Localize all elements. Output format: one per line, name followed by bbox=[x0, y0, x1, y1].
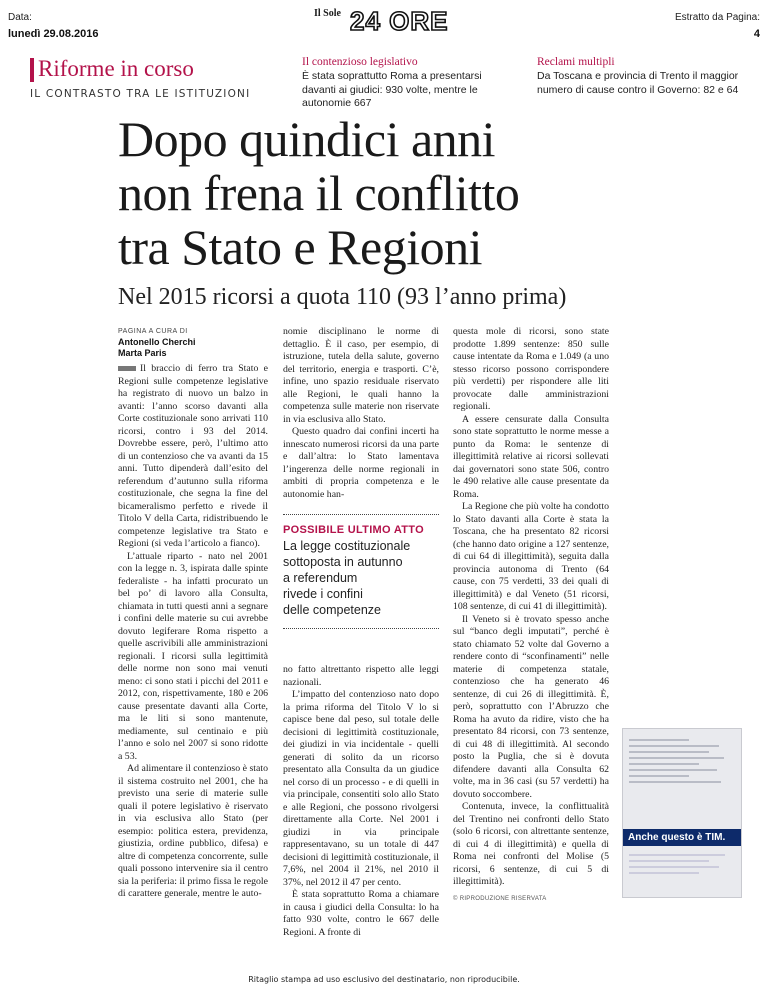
col3-paragraph-3: La Regione che più volte ha condotto lo Stato davanti alla Corte è stata la Toscana, che ha presentato 82 ricorsi (che hanno dato origine a 127 sentenze, di cui 64 di illegittimità), seguita dalla provincia autonoma di Trento (64 cause, con 75 verdetti, 33 dei quali di illegittimità) e dal Veneto (51 ricorsi, 108 sentenze, di cui 41 di illegittimità). bbox=[453, 501, 609, 612]
ad-fine-print bbox=[623, 846, 741, 874]
col2-paragraph-1: nomie disciplinano le norme di dettaglio. È il caso, per esempio, di istruzione, tutela della salute, governo del territorio, energia e trasporti. C’è, infine, uno spazio residuale riservato alle Regioni, le quali hanno la competenza sulle materie non riservate in via esclusiva allo Stato. bbox=[283, 326, 439, 425]
logo-small-text: Il Sole bbox=[314, 8, 341, 19]
logo-big-text: 24 ORE bbox=[350, 6, 449, 36]
byline-label: PAGINA A CURA DI bbox=[118, 328, 188, 335]
pullquote-line-1: La legge costituzionale bbox=[283, 539, 411, 553]
byline bbox=[118, 328, 268, 359]
newspaper-logo bbox=[298, 2, 468, 38]
col2-paragraph-2: Questo quadro dai confini incerti ha innescato numerosi ricorsi da una parte e dall’altra: lo Stato lamentava l’ingerenza delle norme regionali in ambiti di propria competenza e le autonomie han- bbox=[283, 426, 439, 500]
col2-paragraph-4: L’impatto del contenzioso nato dopo la prima riforma del Titolo V lo si capisce bene dal peso, sul totale delle decisioni di legittimità costituzionale, dei giudizi in via incidentale - quelli generati di solito da un ricorso presentato alla Consulta da un giudice nel corso di un processo - e di quelli in via principale, consentiti solo allo Stato e alle Regioni, che possono rivolgersi direttamente alla Corte. Nel 2001 i giudizi in via principale rappresentavano, su un totale di 447 decisioni di legittimità costituzionale, il 7,6%, nel 2004 il 21%, nel 2010 il 37%, nel 2012 il 47 per cento. bbox=[283, 689, 439, 888]
headline-line-2: non frena il conflitto bbox=[118, 165, 520, 221]
footer-note: Ritaglio stampa ad uso esclusivo del destinatario, non riproducibile. bbox=[248, 975, 520, 984]
box-reclami-text: Da Toscana e provincia di Trento il maggior numero di cause contro il Governo: 82 e 64 bbox=[537, 70, 739, 96]
byline-author-1: Antonello Cherchi bbox=[118, 337, 196, 347]
pullquote-bottom-rule bbox=[283, 628, 439, 629]
col1-paragraph-1: Il braccio di ferro tra Stato e Regioni sulle competenze legislative ha registrato di nuovo un balzo in avanti: l’anno scorso davanti alla Corte costituzionale sono arrivati 110 ricorsi, contro i 93 del 2014. Dovrebbe essere, però, l’ultimo atto di un contenzioso che va avanti da 15 anni. Tutto dipenderà dall’esito del referendum d’autunno sulla riforma costituzionale, che segna la fine del bicameralismo perfetto e rivede il Titolo V della Carta, ridistribuendo le competenze legislative tra Stato e Regioni (si veda l’articolo a fianco). bbox=[118, 363, 268, 549]
box-contenzioso-legislativo bbox=[302, 56, 517, 111]
col2-paragraph-5: È stata soprattutto Roma a chiamare in causa i giudici della Consulta: lo ha fatto 930 volte, contro le 667 delle Regioni. A fronte di bbox=[283, 889, 439, 938]
pullquote-top-rule bbox=[283, 514, 439, 515]
pullquote-line-4: rivede i confini bbox=[283, 587, 363, 601]
rubric-accent-bar bbox=[30, 58, 34, 82]
article-subhead: Nel 2015 ricorsi a quota 110 (93 l’anno prima) bbox=[118, 284, 567, 310]
pull-quote bbox=[283, 514, 439, 629]
section-rubric bbox=[30, 56, 260, 106]
pullquote-line-5: delle competenze bbox=[283, 603, 381, 617]
headline-line-3: tra Stato e Regioni bbox=[118, 219, 483, 275]
ad-document-graphic bbox=[623, 729, 741, 829]
col3-paragraph-1: questa mole di ricorsi, sono state prodotte 1.899 sentenze: 850 sulle cause intentate da Roma e 1.049 (a uno stesso ricorso possono corrispondere più verdetti) per rispondere alle liti provocate dalle amministrazioni regionali. bbox=[453, 326, 609, 412]
pullquote-line-2: sottoposta in autunno bbox=[283, 555, 403, 569]
col1-paragraph-3: Ad alimentare il contenzioso è stato il sistema costruito nel 2001, che ha previsto una serie di materie sulle quali il potere legislativo è riservato in via esclusiva allo Stato (per esempio: politica estera, previdenza, giustizia, ordine pubblico, difesa) e altre di competenza concorrente, sulle quali possono intervenire sia il centro sia la periferia: il primo fissa le regole di carattere generale, mentre le auto- bbox=[118, 763, 268, 899]
page-value: 4 bbox=[753, 28, 760, 40]
article-column-3 bbox=[453, 326, 609, 905]
col3-paragraph-4: Il Veneto si è trovato spesso anche sul “banco degli imputati”, perché è stato chiamato 52 volte dal Governo a rendere conto di “sconfinamenti” nelle materie di competenza statale, contenzioso che ha generato 46 sentenze, di cui 26 di illegittimità. È, però, soprattutto con l’Abruzzo che Roma ha avuto da ridire, visto che ha presentato 84 ricorsi, con 73 sentenze, di cui 48 di illegittimità. Al secondo posto la Puglia, che si è dovuta difendere davanti alla Consulta 62 volte, ma in 36 casi (su 57 verdetti) ha dovuto soccombere. bbox=[453, 613, 609, 800]
box-legislativo-title: Il contenzioso legislativo bbox=[302, 56, 418, 68]
col3-paragraph-2: A essere censurate dalla Consulta sono state soprattutto le norme messe a punto da Roma: le sentenze di illegittimità relative ai ricorsi sollevati dai governatori sono state 506, contro le 490 relative alle cause presentate da Roma. bbox=[453, 413, 609, 500]
rubric-title: Riforme in corso bbox=[38, 56, 194, 81]
box-reclami-title: Reclami multipli bbox=[537, 56, 615, 68]
advertisement bbox=[622, 728, 742, 898]
pullquote-kicker: POSSIBILE ULTIMO ATTO bbox=[283, 524, 424, 536]
date-value: lunedì 29.08.2016 bbox=[8, 28, 99, 40]
copyright-note: © RIPRODUZIONE RISERVATA bbox=[453, 895, 547, 902]
box-legislativo-text: È stata soprattutto Roma a presentarsi davanti ai giudici: 930 volte, mentre le autonomie 667 bbox=[302, 70, 482, 109]
page-label: Estratto da Pagina: bbox=[674, 12, 760, 23]
rubric-subtitle: IL CONTRASTO TRA LE ISTITUZIONI bbox=[30, 88, 251, 100]
box-reclami-multipli bbox=[537, 56, 759, 97]
lead-marker bbox=[118, 366, 136, 371]
pullquote-line-3: a referendum bbox=[283, 571, 358, 585]
headline-line-1: Dopo quindici anni bbox=[118, 111, 496, 167]
article-headline bbox=[118, 112, 678, 274]
col3-paragraph-5: Contenuta, invece, la conflittualità del Trentino nei confronti dello Stato (solo 6 ricorsi, con altrettante sentenze, di cui 4 di illegittimità) e quella di Roma nei confronti del Molise (5 ricorsi, 6 sentenze, di cui 5 di illegittimità). bbox=[453, 801, 609, 887]
article-column-1 bbox=[118, 363, 268, 901]
date-label: Data: bbox=[8, 12, 32, 23]
ad-band-text: Anche questo è TIM. bbox=[623, 829, 741, 846]
col1-paragraph-2: L’attuale riparto - nato nel 2001 con la legge n. 3, ispirata dalle spinte federaliste - ha infatti procurato un bel po’ di lavoro alla Consulta, chiamata in tutti questi anni a segnare i confini delle materie su cui avrebbe dovuto legiferare Roma rispetto a quelle ascrivibili alle amministrazioni regionali. I ricorsi sulla legittimità delle norme non sono mai venuti meno: ci sono stati i picchi del 2011 e 2012, con, rispettivamente, 180 e 206 cause presentate davanti alla Corte, ma le liti si sono mantenute, mediamente, sul centinaio e più l’anno e solo nel 2007 si sono ridotte a 53. bbox=[118, 550, 268, 762]
article-column-2-top bbox=[283, 326, 439, 501]
col2-paragraph-3: no fatto altrettanto rispetto alle leggi nazionali. bbox=[283, 664, 439, 688]
byline-author-2: Marta Paris bbox=[118, 348, 167, 358]
article-column-2-bottom bbox=[283, 664, 439, 939]
